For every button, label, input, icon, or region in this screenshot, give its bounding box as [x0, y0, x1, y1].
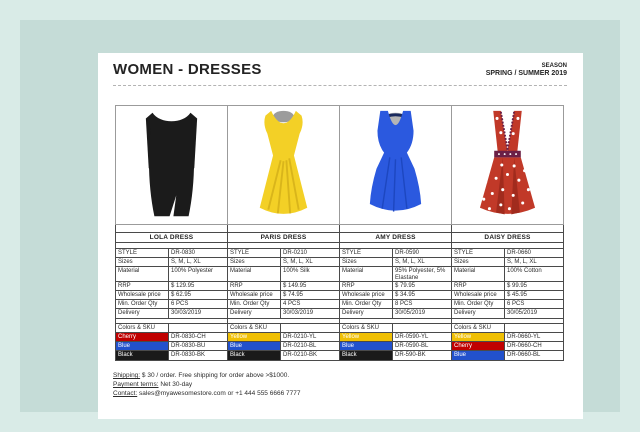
row-label: Delivery [116, 309, 169, 318]
min-order-value: 8 PCS [395, 301, 413, 307]
empty-cell [505, 324, 563, 332]
product-column-amy [339, 105, 452, 361]
product-details [227, 248, 340, 319]
product-name: PARIS DRESS [227, 232, 340, 243]
row-label: Min. Order Qty [340, 300, 393, 308]
min-order-row [452, 300, 563, 309]
product-column-daisy [451, 105, 564, 361]
product-image-cell [227, 105, 340, 225]
color-swatch: Yellow [228, 333, 281, 341]
min-order-value: 6 PCS [171, 301, 189, 307]
sku-value: DR-0830-BU [171, 343, 206, 349]
min-order-row [228, 300, 339, 309]
color-swatch: Black [340, 351, 393, 360]
delivery-value: 30/05/2019 [395, 310, 426, 316]
style-value: DR-0210 [283, 250, 308, 256]
shipping-text: $ 30 / order. Free shipping for order above >$1000. [140, 372, 290, 379]
style-row [116, 249, 227, 258]
color-row [116, 342, 227, 351]
style-row [340, 249, 451, 258]
row-label: STYLE [228, 249, 281, 257]
min-order-value: 6 PCS [507, 301, 525, 307]
rrp-row [452, 282, 563, 291]
product-name: LOLA DRESS [115, 232, 228, 243]
contact-text: sales@myawesomestore.com or +1 444 555 6666 7777 [137, 390, 301, 397]
sku-value: DR-0660-BL [507, 352, 541, 358]
product-name: DAISY DRESS [451, 232, 564, 243]
material-row [340, 267, 451, 282]
contact-label: Contact: [113, 390, 138, 397]
row-label: Min. Order Qty [116, 300, 169, 308]
color-row [340, 333, 451, 342]
row-label: STYLE [116, 249, 169, 257]
delivery-row [340, 309, 451, 318]
row-label: Wholesale price [228, 291, 281, 299]
row-label: Material [340, 267, 393, 281]
row-label: Wholesale price [116, 291, 169, 299]
color-row [340, 351, 451, 360]
terms-footer [113, 371, 300, 398]
row-label: Colors & SKU [452, 324, 505, 332]
min-order-value: 4 PCS [283, 301, 301, 307]
lola-dress-image [124, 108, 219, 222]
material-value: 100% Silk [283, 268, 310, 274]
row-label: Material [228, 267, 281, 281]
color-row [340, 342, 451, 351]
row-label: RRP [228, 282, 281, 290]
rrp-value: $ 149.95 [283, 283, 307, 289]
payment-terms-text: Net 30-day [158, 381, 193, 388]
sku-value: DR-0210-BK [283, 352, 318, 358]
sizes-value: S, M, L, XL [507, 259, 537, 265]
canvas-panel [20, 20, 620, 412]
color-swatch: Black [116, 351, 169, 360]
row-label: Delivery [228, 309, 281, 318]
wholesale-row [340, 291, 451, 300]
paris-dress-image [236, 108, 331, 222]
row-label: Min. Order Qty [228, 300, 281, 308]
color-swatch: Blue [340, 342, 393, 350]
sizes-value: S, M, L, XL [171, 259, 201, 265]
table-spacer [451, 225, 564, 232]
product-details [451, 248, 564, 319]
colors-sku-header-row [116, 324, 227, 333]
empty-cell [393, 324, 451, 332]
wholesale-row [116, 291, 227, 300]
material-value: 100% Polyester [171, 268, 214, 274]
color-swatch: Black [228, 351, 281, 360]
product-image-cell [115, 105, 228, 225]
material-value: 100% Cotton [507, 268, 542, 274]
sku-value: DR-0590-BL [395, 343, 429, 349]
color-swatch: Blue [452, 351, 505, 360]
sku-value: DR-0210-YL [283, 334, 317, 340]
products-table [115, 105, 564, 361]
linesheet-page [98, 53, 583, 419]
sku-value: DR-590-BK [395, 352, 426, 358]
colors-sku-block [339, 323, 452, 361]
rrp-row [340, 282, 451, 291]
colors-sku-header-row [340, 324, 451, 333]
sizes-row [228, 258, 339, 267]
color-row [228, 333, 339, 342]
product-details [339, 248, 452, 319]
product-column-lola [115, 105, 228, 361]
row-label: Min. Order Qty [452, 300, 505, 308]
colors-sku-block [451, 323, 564, 361]
material-value: 95% Polyester, 5% Elastane [395, 268, 446, 281]
color-row [228, 351, 339, 360]
sizes-row [116, 258, 227, 267]
sku-value: DR-0660-CH [507, 343, 542, 349]
color-swatch: Blue [228, 342, 281, 350]
color-swatch: Yellow [452, 333, 505, 341]
row-label: Colors & SKU [340, 324, 393, 332]
season-block [486, 62, 567, 78]
row-label: Colors & SKU [116, 324, 169, 332]
color-swatch: Cherry [116, 333, 169, 341]
style-value: DR-0830 [171, 250, 196, 256]
color-row [452, 333, 563, 342]
material-row [116, 267, 227, 282]
delivery-value: 30/03/2019 [283, 310, 314, 316]
season-label: SEASON [541, 63, 567, 69]
rrp-row [116, 282, 227, 291]
min-order-row [116, 300, 227, 309]
delivery-value: 30/05/2019 [507, 310, 538, 316]
amy-dress-image [348, 108, 443, 222]
daisy-dress-image [460, 108, 555, 222]
row-label: RRP [452, 282, 505, 290]
rrp-value: $ 79.95 [395, 283, 416, 289]
header-divider [113, 85, 567, 86]
colors-sku-header-row [228, 324, 339, 333]
row-label: Sizes [452, 258, 505, 266]
table-spacer [227, 225, 340, 232]
delivery-row [452, 309, 563, 318]
color-swatch: Yellow [340, 333, 393, 341]
product-image-cell [451, 105, 564, 225]
colors-sku-block [227, 323, 340, 361]
rrp-row [228, 282, 339, 291]
color-row [116, 351, 227, 360]
row-label: Delivery [452, 309, 505, 318]
style-value: DR-0660 [507, 250, 532, 256]
wholesale-value: $ 45.95 [507, 292, 528, 298]
sizes-value: S, M, L, XL [395, 259, 425, 265]
sku-value: DR-0210-BL [283, 343, 317, 349]
delivery-row [116, 309, 227, 318]
color-swatch: Cherry [452, 342, 505, 350]
sizes-row [340, 258, 451, 267]
min-order-row [340, 300, 451, 309]
style-value: DR-0590 [395, 250, 420, 256]
colors-sku-header-row [452, 324, 563, 333]
sizes-value: S, M, L, XL [283, 259, 313, 265]
row-label: RRP [116, 282, 169, 290]
material-row [452, 267, 563, 282]
sku-value: DR-0830-BK [171, 352, 206, 358]
row-label: STYLE [452, 249, 505, 257]
delivery-value: 30/03/2019 [171, 310, 202, 316]
rrp-value: $ 129.95 [171, 283, 195, 289]
row-label: Sizes [228, 258, 281, 266]
wholesale-value: $ 34.95 [395, 292, 416, 298]
color-row [116, 333, 227, 342]
row-label: Material [116, 267, 169, 281]
row-label: STYLE [340, 249, 393, 257]
shipping-line [113, 371, 300, 380]
color-swatch: Blue [116, 342, 169, 350]
row-label: Sizes [116, 258, 169, 266]
page-title: WOMEN - DRESSES [113, 61, 262, 78]
payment-terms-label: Payment terms: [113, 381, 159, 388]
row-label: Wholesale price [340, 291, 393, 299]
wholesale-row [228, 291, 339, 300]
wholesale-value: $ 74.95 [283, 292, 304, 298]
rrp-value: $ 99.95 [507, 283, 528, 289]
row-label: Colors & SKU [228, 324, 281, 332]
sizes-row [452, 258, 563, 267]
product-name: AMY DRESS [339, 232, 452, 243]
style-row [228, 249, 339, 258]
season-value: SPRING / SUMMER 2019 [485, 70, 567, 77]
sku-value: DR-0830-CH [171, 334, 206, 340]
color-row [228, 342, 339, 351]
sku-value: DR-0660-YL [507, 334, 541, 340]
sku-value: DR-0590-YL [395, 334, 429, 340]
empty-cell [281, 324, 339, 332]
contact-line [113, 389, 300, 398]
colors-sku-block [115, 323, 228, 361]
product-column-paris [227, 105, 340, 361]
empty-cell [169, 324, 227, 332]
shipping-label: Shipping: [113, 372, 141, 379]
color-row [452, 351, 563, 360]
row-label: Wholesale price [452, 291, 505, 299]
color-row [452, 342, 563, 351]
table-spacer [115, 225, 228, 232]
wholesale-value: $ 62.95 [171, 292, 192, 298]
row-label: Delivery [340, 309, 393, 318]
row-label: RRP [340, 282, 393, 290]
delivery-row [228, 309, 339, 318]
wholesale-row [452, 291, 563, 300]
row-label: Material [452, 267, 505, 281]
material-row [228, 267, 339, 282]
payment-terms-line [113, 380, 300, 389]
style-row [452, 249, 563, 258]
table-spacer [339, 225, 452, 232]
row-label: Sizes [340, 258, 393, 266]
product-image-cell [339, 105, 452, 225]
product-details [115, 248, 228, 319]
